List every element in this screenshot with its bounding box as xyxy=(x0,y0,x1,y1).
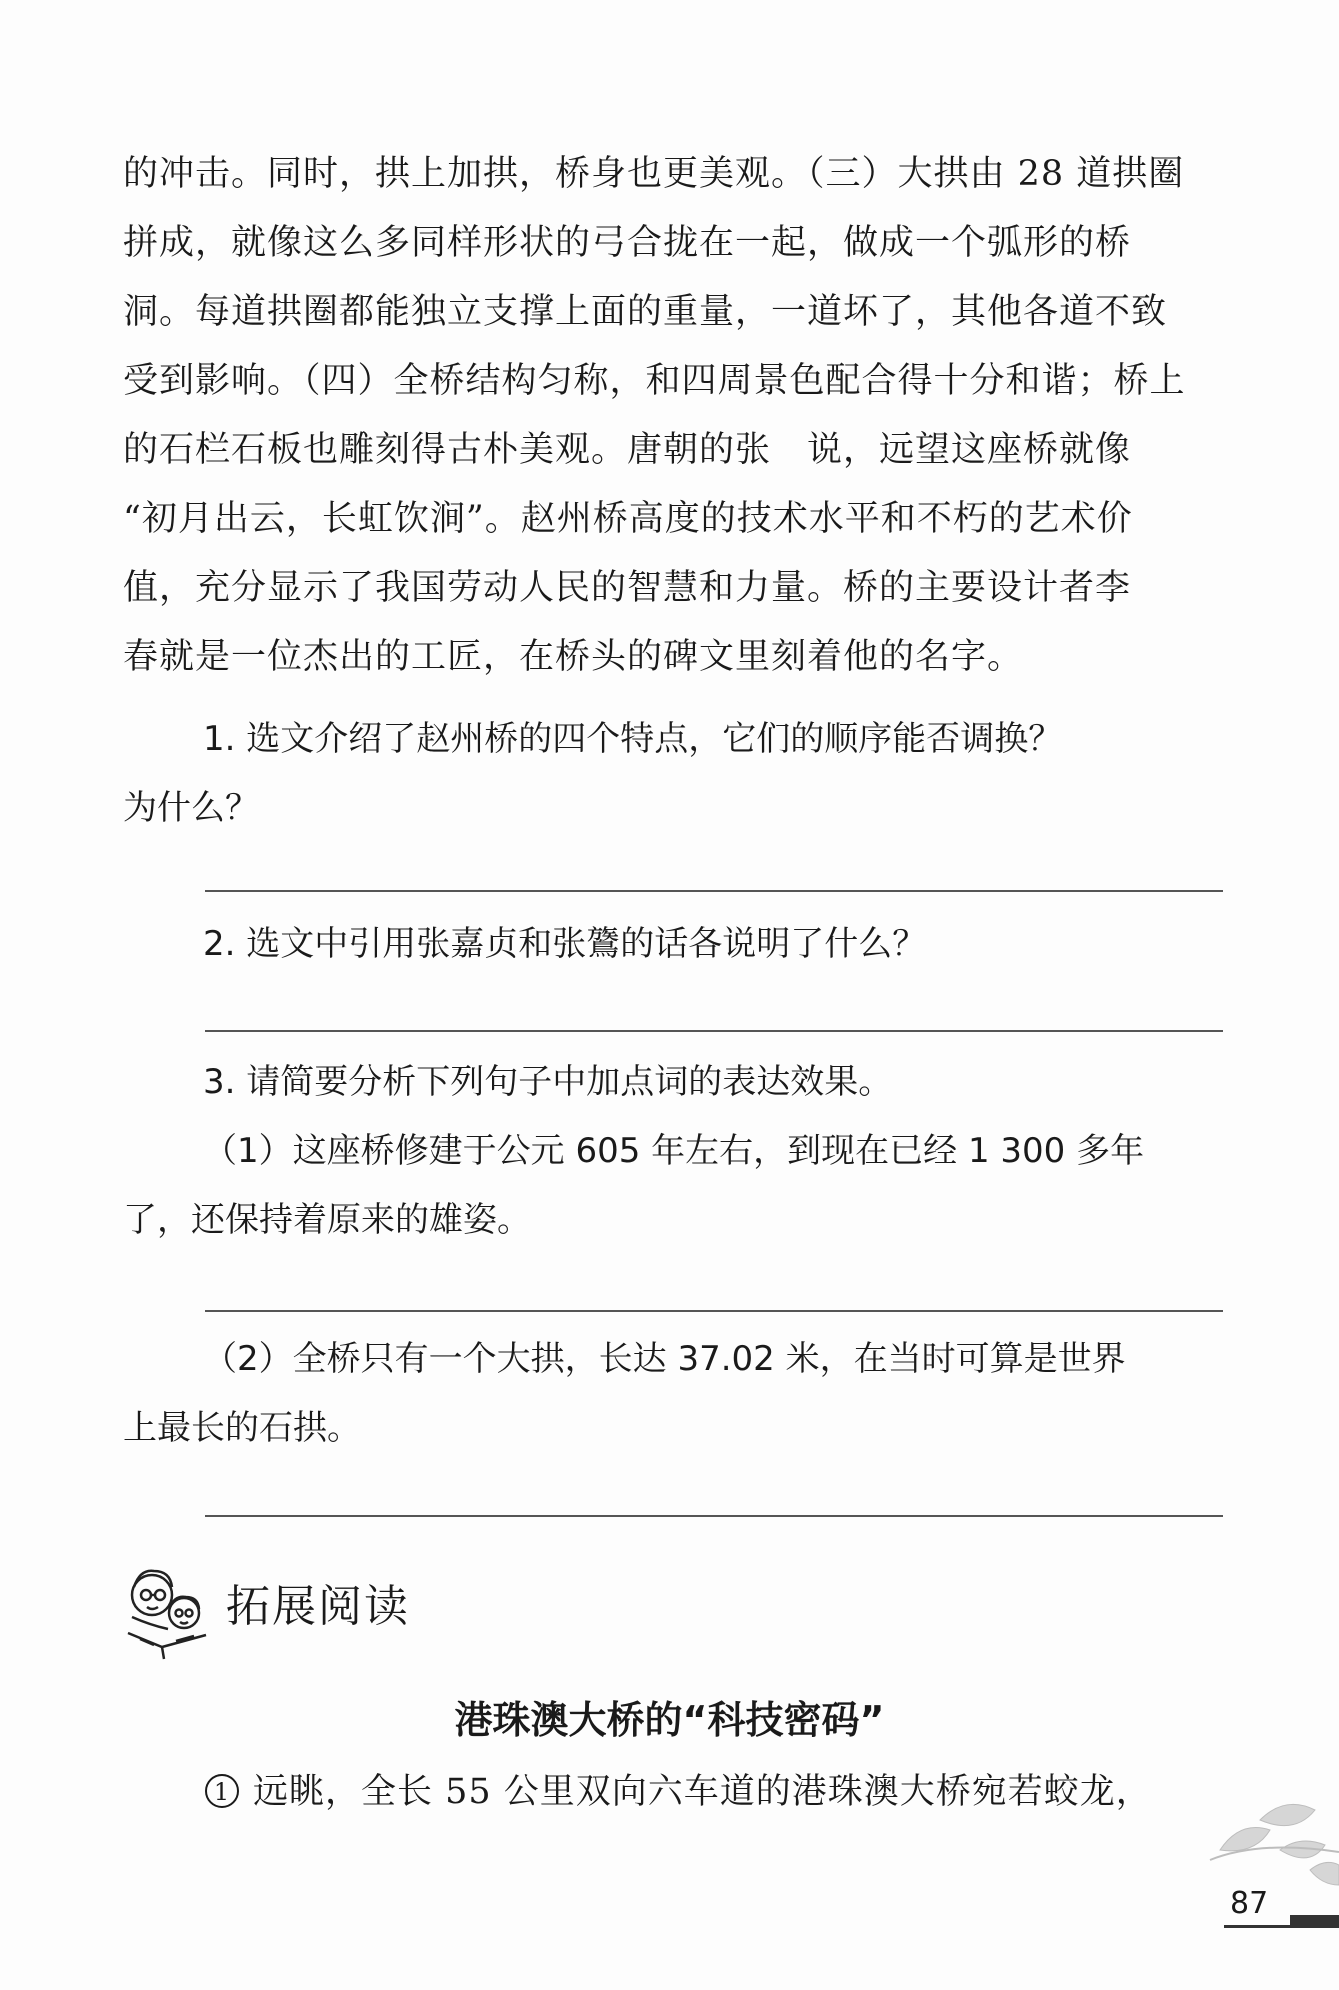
section-title: 拓展阅读 xyxy=(226,1581,410,1632)
answer-line-3[interactable] xyxy=(205,1310,1223,1312)
section-heading xyxy=(120,1555,620,1665)
passage-line: 的石栏石板也雕刻得古朴美观。唐朝的张 说，远望这座桥就像 xyxy=(123,430,1132,470)
passage-line: 的冲击。同时，拱上加拱，桥身也更美观。（三）大拱由 28 道拱圈 xyxy=(123,154,1185,194)
question-3-sub2-cont: 上最长的石拱。 xyxy=(123,1408,361,1448)
question-2 xyxy=(123,910,1223,979)
sub1-dotted-1: 左右 xyxy=(685,1131,754,1171)
reading-kids-icon xyxy=(120,1555,220,1665)
passage-line: “初月出云，长虹饮涧”。赵州桥高度的技术水平和不朽的艺术价 xyxy=(123,499,1133,539)
sub1-text-b: ，到现在已经 1 300 xyxy=(753,1131,1077,1171)
answer-line-4[interactable] xyxy=(205,1515,1223,1517)
article-paragraph-1 xyxy=(205,1762,1152,1822)
passage-line: 受到影响。（四）全桥结构匀称，和四周景色配合得十分和谐；桥上 xyxy=(123,361,1186,401)
sub1-text-a: （1）这座桥修建于公元 605 年 xyxy=(203,1131,686,1171)
question-1-text: 1. 选文介绍了赵州桥的四个特点，它们的顺序能否调换？ xyxy=(203,719,1063,759)
reading-passage xyxy=(123,140,1223,692)
passage-line: 值，充分显示了我国劳动人民的智慧和力量。桥的主要设计者李 xyxy=(123,568,1132,608)
question-1 xyxy=(123,705,1223,843)
page-number-tab xyxy=(1290,1915,1339,1925)
page-number: 87 xyxy=(1230,1886,1269,1921)
sub1-dotted-2: 多 xyxy=(1076,1131,1111,1171)
leaf-decoration-icon xyxy=(1200,1790,1339,1890)
question-3-sub1-cont: 了，还保持着原来的雄姿。 xyxy=(123,1200,531,1240)
question-3-text: 3. 请简要分析下列句子中加点词的表达效果。 xyxy=(203,1062,893,1102)
answer-line-1[interactable] xyxy=(205,890,1223,892)
article-first-line: 远眺，全长 55 公里双向六车道的港珠澳大桥宛若蛟龙， xyxy=(253,1772,1152,1812)
sub2-text-b: 可算是世界 xyxy=(955,1339,1126,1379)
sub1-text-c: 年 xyxy=(1110,1131,1145,1171)
passage-line: 春就是一位杰出的工匠，在桥头的碑文里刻着他的名字。 xyxy=(123,637,1024,677)
page-number-underline xyxy=(1224,1925,1339,1928)
article-title: 港珠澳大桥的“科技密码” xyxy=(454,1698,885,1742)
emphasis-dot-word xyxy=(888,1325,956,1394)
question-1-text-cont: 为什么？ xyxy=(123,788,259,828)
question-3 xyxy=(123,1048,1223,1255)
question-3-sub1 xyxy=(123,1117,1223,1186)
passage-line: 洞。每道拱圈都能独立支撑上面的重量，一道坏了，其他各道不致 xyxy=(123,292,1168,332)
sub2-dotted: 当时 xyxy=(887,1339,956,1379)
question-2-text: 2. 选文中引用张嘉贞和张鷟的话各说明了什么？ xyxy=(203,924,927,964)
passage-line: 拼成，就像这么多同样形状的弓合拢在一起，做成一个弧形的桥 xyxy=(123,223,1132,263)
question-3-part-2 xyxy=(123,1325,1223,1463)
emphasis-dot-word xyxy=(1076,1117,1110,1186)
sub2-text-a: （2）全桥只有一个大拱，长达 37.02 米，在 xyxy=(203,1339,888,1379)
answer-line-2[interactable] xyxy=(205,1030,1223,1032)
paragraph-number-badge: 1 xyxy=(205,1774,239,1808)
emphasis-dot-word xyxy=(685,1117,753,1186)
question-3-sub2 xyxy=(123,1325,1223,1394)
